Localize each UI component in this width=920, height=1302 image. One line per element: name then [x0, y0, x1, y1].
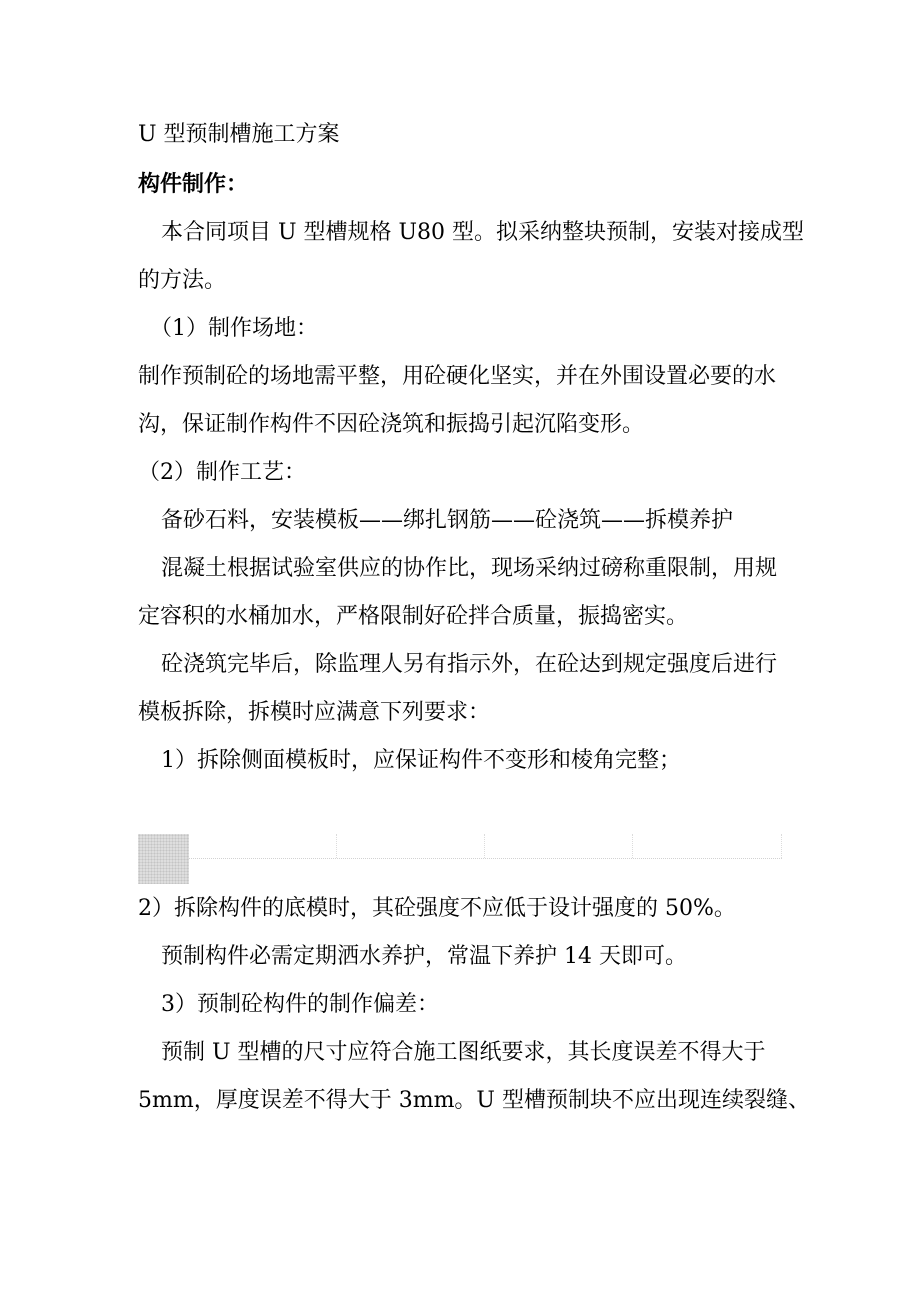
subheading-line: （2）制作工艺：	[138, 460, 306, 485]
paragraph-line: 备砂石料，安装模板——绑扎钢筋——砼浇筑——拆模养护	[161, 508, 734, 533]
paragraph-line: 预制 U 型槽的尺寸应符合施工图纸要求，其长度误差不得大于	[161, 1040, 766, 1065]
list-item-line: 2）拆除构件的底模时，其砼强度不应低于设计强度的 50%。	[138, 896, 736, 921]
paragraph-line: 模板拆除，拆模时应满意下列要求：	[138, 700, 491, 725]
subheading-line: （1）制作场地：	[150, 316, 318, 341]
paragraph-line: 定容积的水桶加水，严格限制好砼拌合质量，振捣密实。	[138, 604, 689, 629]
paragraph-line: 预制构件必需定期洒水养护，常温下养护 14 天即可。	[161, 944, 687, 969]
page-break-separator	[781, 834, 782, 858]
page-break-separator	[484, 834, 485, 858]
paragraph-line: 的方法。	[138, 268, 227, 293]
list-item-line: 3）预制砼构件的制作偏差：	[161, 992, 439, 1017]
page-break-strip	[138, 834, 782, 884]
page-break-divider	[189, 858, 782, 859]
paragraph-line: 5mm，厚度误差不得大于 3mm。U 型槽预制块不应出现连续裂缝、	[138, 1088, 810, 1113]
list-item-line: 1）拆除侧面模板时，应保证构件不变形和棱角完整；	[161, 748, 681, 773]
paragraph-line: 砼浇筑完毕后，除监理人另有指示外，在砼达到规定强度后进行	[161, 652, 778, 677]
paragraph-line: 制作预制砼的场地需平整，用砼硬化坚实，并在外围设置必要的水	[138, 364, 777, 389]
section-heading: 构件制作：	[138, 172, 249, 197]
page-break-separator	[632, 834, 633, 858]
page-break-shaded-block	[138, 834, 189, 884]
paragraph-line: 混凝土根据试验室供应的协作比，现场采纳过磅称重限制，用规	[161, 556, 778, 581]
document-title: U 型预制槽施工方案	[138, 122, 340, 147]
page-break-separator	[336, 834, 337, 858]
paragraph-line: 本合同项目 U 型槽规格 U80 型。拟采纳整块预制，安装对接成型	[161, 220, 805, 245]
paragraph-line: 沟，保证制作构件不因砼浇筑和振捣引起沉陷变形。	[138, 412, 645, 437]
